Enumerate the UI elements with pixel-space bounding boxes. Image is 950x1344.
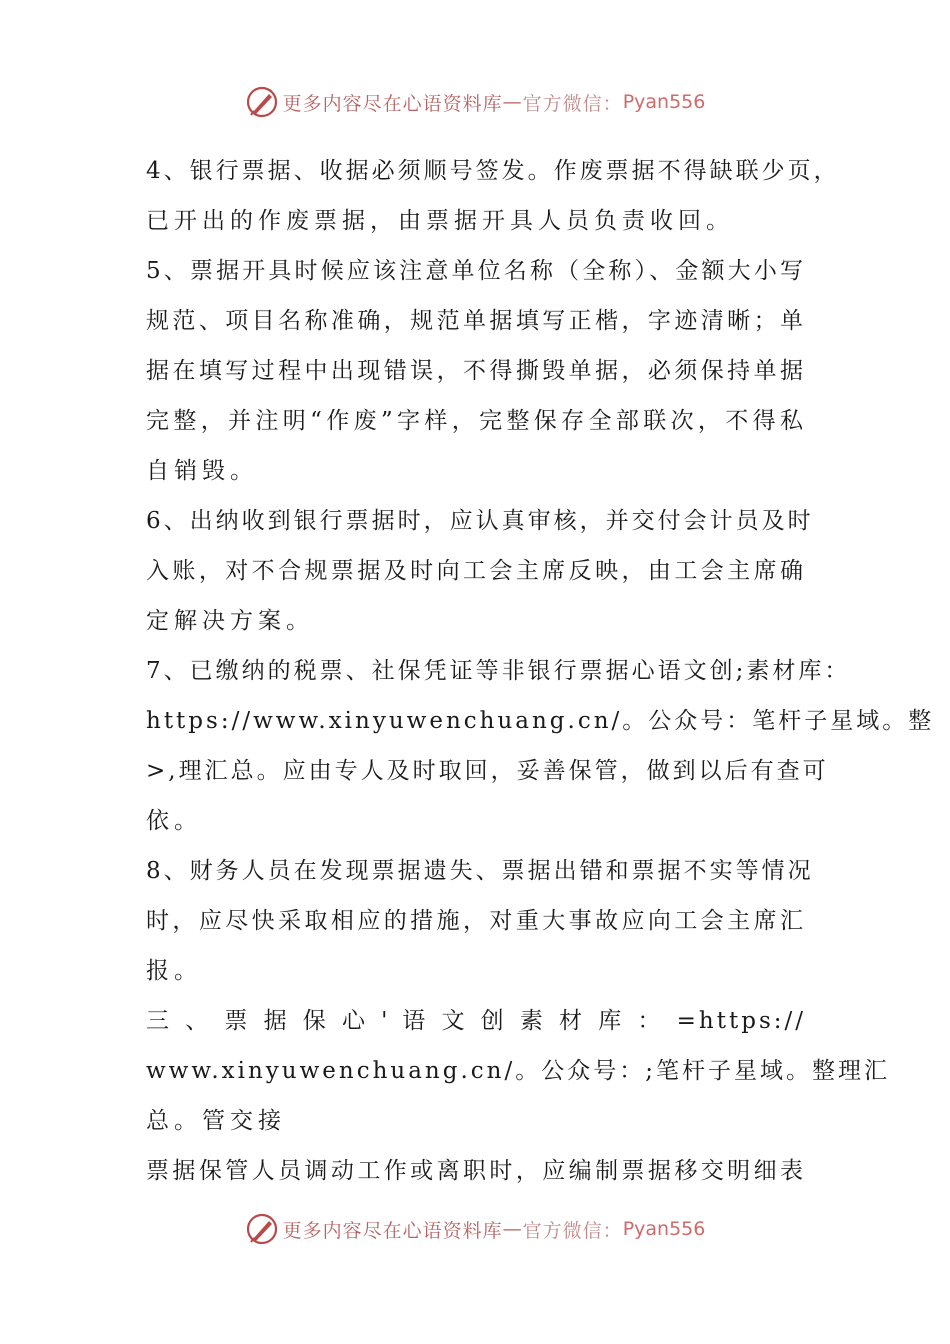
text-line: https://www.xinyuwenchuang.cn/。公众号：笔杆子星域。整: [146, 708, 935, 734]
banner-wechat-handle: Pyan556: [622, 1218, 706, 1240]
banner-site-text: 更多内容尽在心语资料库: [282, 92, 503, 115]
text-line: 8、财务人员在发现票据遗失、票据出错和票据不实等情况: [146, 858, 814, 884]
text-line: 6、出纳收到银行票据时，应认真审核，并交付会计员及时: [146, 508, 814, 534]
text-line: 入账，对不合规票据及时向工会主席反映，由工会主席确: [146, 558, 806, 584]
banner-wechat-label: 官方微信：: [522, 92, 623, 115]
footer-banner: [0, 1209, 950, 1249]
banner-dash: —: [502, 1218, 523, 1240]
text-line: 三 、 票 据 保 心 ' 语 文 创 素 材 库 ： =https://: [146, 1008, 806, 1034]
banner-site-text: 更多内容尽在心语资料库: [282, 1219, 503, 1242]
banner-dash: —: [502, 91, 523, 113]
banner-wechat-handle: Pyan556: [622, 91, 706, 113]
text-line: >,理汇总。应由专人及时取回，妥善保管，做到以后有查可: [146, 758, 829, 784]
pen-logo-icon: [245, 85, 279, 119]
text-line: 时，应尽快采取相应的措施，对重大事故应向工会主席汇: [146, 908, 806, 934]
banner-wechat-label: 官方微信：: [522, 1219, 623, 1242]
text-line: 4、银行票据、收据必须顺号签发。作废票据不得缺联少页，: [146, 158, 840, 184]
pen-logo-icon: [245, 1212, 279, 1246]
text-line: 自销毁。: [146, 458, 258, 484]
text-line: 票据保管人员调动工作或离职时，应编制票据移交明细表: [146, 1158, 806, 1184]
text-line: 完整，并注明“作废”字样，完整保存全部联次，不得私: [146, 408, 806, 434]
text-line: 5、票据开具时候应该注意单位名称（全称）、金额大小写: [146, 258, 806, 284]
text-line: 规范、项目名称准确，规范单据填写正楷，字迹清晰；单: [146, 308, 806, 334]
header-banner: [0, 82, 950, 122]
body-text: [146, 146, 935, 1196]
text-line: 报。: [146, 958, 202, 984]
text-line: 依。: [146, 808, 202, 834]
text-line: 定解决方案。: [146, 608, 314, 634]
text-line: 已开出的作废票据，由票据开具人员负责收回。: [146, 208, 734, 234]
text-line: 据在填写过程中出现错误，不得撕毁单据，必须保持单据: [146, 358, 806, 384]
text-line: www.xinyuwenchuang.cn/。公众号：;笔杆子星域。整理汇: [146, 1058, 890, 1084]
text-line: 总。管交接: [146, 1108, 286, 1134]
text-line: 7、已缴纳的税票、社保凭证等非银行票据心语文创;素材库：: [146, 658, 851, 684]
